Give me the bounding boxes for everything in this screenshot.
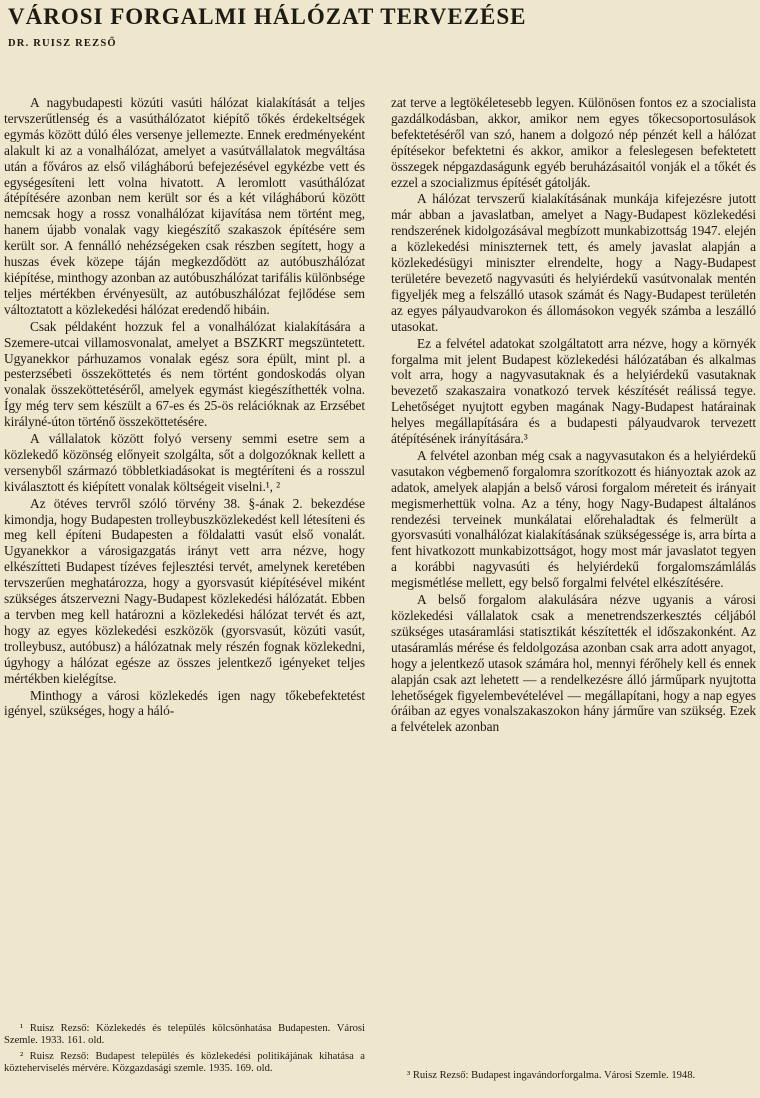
left-column <box>4 95 365 1090</box>
paragraph: Csak példaként hozzuk fel a vonalhálózat kialakítására a Szemere-utcai villamosvonalat, amelyet a BSZKRT megszüntetett. Ugyanekkor párhuzamos vonalak egész sora épült, mint pl. a pesterzsébeti összeköttetés és nem történt gondoskodás olyan vonalak összeköttetéséről, amelyek egymást kiegészíthették volna. Így még terv sem készült a 67-es és 25-ös relációknak az Erzsébet királyné-úton történő összeköttetésére. <box>4 318 365 430</box>
right-column <box>391 95 756 1090</box>
paragraph: A nagybudapesti közúti vasúti hálózat kialakítását a teljes tervszerűtlenség és a vasúthálózatot kiépítő tőkés érdekeltségek egymás között dúló éles versenye jellemezte. Ennek eredményeként alakult ki az a vonalhálózat, amelyet a vasútvállalatok megváltása után a főváros az első világháború befejezésével egykézbe vett és egységesíteni lett volna hivatott. A leromlott vasúthálózat átépítésére azonban nem került sor és a két világháború között nemcsak hogy a rossz vonalhálózat kijavítása nem történt meg, hanem újabb vonalak vagy kiegészítő szakaszok építésére sem került sor. A fennálló nehézségeken csak részben segített, hogy a huszas évek közepe táján megkezdődött az autóbuszhálózat kiépítése, minthogy azonban az autóbuszhálózat tarifális különbsége teljes mértékben érvényesült, az autóbuszhálózat fejlődése sem változtatott a közlekedési hálózat eredendő hibáin. <box>4 95 365 317</box>
paragraph: Az ötéves tervről szóló törvény 38. §-ának 2. bekezdése kimondja, hogy Budapesten trolleybuszközlekedést kell létesíteni és meg kell építeni Budapesten a földalatti vasút első vonalát. Ugyanekkor a városigazgatás irányt vett arra nézve, hogy elkészítteti Budapest tízéves fejlesztési tervét, amelynek keretében tervszerűen meghatározza, hogy a gyorsvasút kiépítésével miként szükséges átszervezni Nagy-Budapest közlekedési hálózatát. Ebben a tervben meg kell határozni a közlekedési hálózat tervét és azt, hogy az egyes közlekedési eszközök (gyorsvasút, közúti vasút, trolleybusz, autóbusz) a hálózatnak mely részén fognak közlekedni, úgyhogy a hálózat egésze az összes jelentkező igényeket teljes mértékben kielégítse. <box>4 495 365 686</box>
footnote: ³ Ruisz Rezső: Budapest ingavándorforgalma. Városi Szemle. 1948. <box>407 1070 696 1081</box>
footnote: ² Ruisz Rezső: Budapest település és közlekedési politikájának kihatása a közteherviselés mérvére. Közgazdasági szemle. 1935. 169. old. <box>4 1051 365 1074</box>
paragraph: zat terve a legtökéletesebb legyen. Különösen fontos ez a szocialista gazdálkodásban, akkor, amikor nem egyes tőkecsoportosulások befektetéséről van szó, hanem a dolgozó nép pénzét kell a hálózat építésekor befektetni és akkor, amikor a feleslegesen befektetett összegek népgazdaságunk egyéb beruházásaitól vonják el a tőkét és ezzel a szocializmus építését gátolják. <box>391 95 756 190</box>
article-title: VÁROSI FORGALMI HÁLÓZAT TERVEZÉSE <box>8 4 527 29</box>
paragraph: Ez a felvétel adatokat szolgáltatott arra nézve, hogy a környék forgalma mit jelent Budapest közlekedési hálózatában és alkalmas volt arra, hogy a nagyvasutaknak és a helyiérdekű vasutaknak bevezető szakaszaira vonatkozó tervek készítését reálissá tegye. Lehetőséget nyujtott egyben magának Nagy-Budapest határainak helyes megállapítására és a budapesti pályaudvarok tervezett átépítésének irányítására.³ <box>391 335 756 447</box>
paragraph: A belső forgalom alakulására nézve ugyanis a városi közlekedési vállalatok csak a menetrendszerkesztés céljából szükséges utasáramlási statisztikát készítették el időszakonként. Az utasáramlás mérése és feldolgozása azonban csak arra adott anyagot, hogy a jelentkező utasok számára hol, mennyi férőhely kell és ennek alapján csak azt lehetett — a rendelkezésre álló járműpark nyujtotta lehetőségek figyelembevételével — megállapítani, hogy a nap egyes óráiban az egyes vonalszakaszokon hány járműre van szükség. Ezek a felvételek azonban <box>391 592 756 735</box>
paragraph: A felvétel azonban még csak a nagyvasutakon és a helyiérdekű vasutakon végbemenő forgalomra szorítkozott és hiányoztak azok az adatok, amelyek alapján a belső városi forgalom méreteit és irányait megismerhettük volna. Az a tény, hogy Nagy-Budapest általános rendezési terveinek munkálatai előrehaladtak és felmerült a gyorsvasúti vonalhálózat kialakításának szükségessége is, arra bírta a fent hivatkozott munkabizottságot, hogy most már javaslatot tegyen a korábbi nagyvasúti és helyiérdekű forgalomszámlálás megismétlése mellett, egy belső forgalmi felvétel elkészítésére. <box>391 447 756 591</box>
paragraph: A vállalatok között folyó verseny semmi esetre sem a közlekedő közönség előnyeit szolgálta, sőt a dolgozóknak kellett a versenyből származó többletkiadásokat is megtéríteni és a rosszul kiválasztott és kiépített vonalak költségeit viselni.¹, ² <box>4 431 365 494</box>
footnote: ¹ Ruisz Rezső: Közlekedés és település kölcsönhatása Budapesten. Városi Szemle. 1933. 161. old. <box>4 1023 365 1046</box>
footnotes-left <box>4 1023 365 1079</box>
article-author: DR. RUISZ REZSŐ <box>8 38 117 49</box>
paragraph: Minthogy a városi közlekedés igen nagy tőkebefektetést igényel, szükséges, hogy a háló- <box>4 687 365 719</box>
footnotes-right <box>391 1070 756 1086</box>
paragraph: A hálózat tervszerű kialakításának munkája kifejezésre jutott már abban a javaslatban, amelyet a Nagy-Budapest közlekedési rendszerének kidolgozásával megbízott munkabizottság 1947. elején a közlekedési miniszternek tett, és amely javaslat alapján a közlekedésügyi miniszter elrendelte, hogy a Nagy-Budapest területére bevezető nagyvasúti és helyiérdekű vasútvonalak mentén figyeljék meg a felszálló utasok számát és Nagy-Budapest területén az egyes pályaudvarokon és állomásokon vegyék számba a leszálló utasokat. <box>391 191 756 334</box>
